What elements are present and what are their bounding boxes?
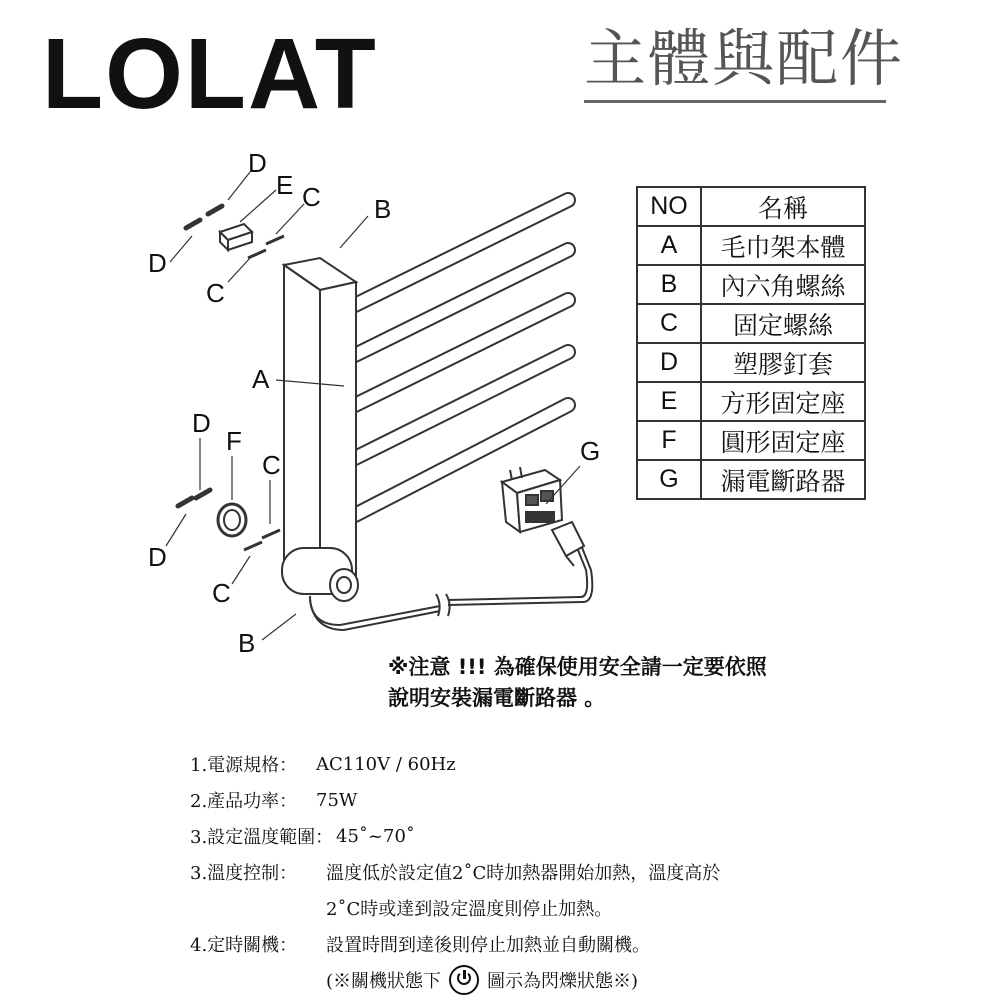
part-name: 內六角螺絲 [701, 265, 865, 304]
spec-value: 溫度低於設定值2˚C時加熱器開始加熱，溫度高於 [326, 863, 721, 884]
table-row [637, 226, 865, 265]
part-code: B [637, 265, 701, 304]
label-b: B [238, 628, 256, 658]
spec-value: 45˚~70˚ [336, 825, 415, 847]
table-header-row [637, 187, 865, 226]
part-name: 漏電斷路器 [701, 460, 865, 499]
spec-value: AC110V / 60Hz [316, 753, 456, 775]
brand-logo: LOLAT [42, 18, 378, 130]
label-c: C [206, 278, 225, 308]
spec-list [190, 746, 890, 998]
towel-arm [355, 300, 568, 405]
part-code: G [637, 460, 701, 499]
part-code: F [637, 421, 701, 460]
label-d: D [148, 248, 167, 278]
spec-label: 3.溫度控制： [190, 863, 298, 884]
part-name: 固定螺絲 [701, 304, 865, 343]
towel-arm [355, 352, 568, 458]
spec-label: 3.設定溫度範圍： [190, 827, 334, 848]
table-row [637, 304, 865, 343]
label-c: C [262, 450, 281, 480]
table-row [637, 382, 865, 421]
spec-note-after: 圖示為閃爍狀態※) [487, 971, 639, 992]
notice-line: ※注意 !!! 為確保使用安全請一定要依照 [388, 655, 767, 679]
spec-label: 1.電源規格： [190, 755, 298, 776]
label-d: D [248, 148, 267, 178]
spec-item [190, 926, 890, 962]
label-c: C [212, 578, 231, 608]
label-c: C [302, 182, 321, 212]
table-row [637, 265, 865, 304]
label-a: A [252, 364, 270, 394]
spec-value: 設置時間到達後則停止加熱並自動關機。 [326, 935, 650, 956]
bottom-hardware [178, 490, 280, 550]
spec-label: 4.定時關機： [190, 935, 298, 956]
parts-table [636, 186, 866, 500]
part-code: E [637, 382, 701, 421]
part-name: 圓形固定座 [701, 421, 865, 460]
table-row [637, 460, 865, 499]
spec-item [190, 854, 890, 890]
table-row [637, 421, 865, 460]
notice-line: 說明安裝漏電斷路器 。 [388, 686, 606, 710]
label-f: F [226, 426, 242, 456]
power-icon [449, 965, 479, 995]
rack-body [282, 258, 358, 601]
part-name: 方形固定座 [701, 382, 865, 421]
spec-value: 75W [316, 789, 358, 811]
safety-notice [388, 652, 868, 714]
header-name: 名稱 [701, 187, 865, 226]
part-name: 塑膠釘套 [701, 343, 865, 382]
top-hardware [186, 206, 284, 258]
spec-continuation: 2˚C時或達到設定溫度則停止加熱。 [326, 899, 613, 920]
label-b: B [374, 194, 392, 224]
part-code: C [637, 304, 701, 343]
spec-note-before: (※關機狀態下 [326, 971, 442, 992]
label-d: D [192, 408, 211, 438]
spec-label: 2.產品功率： [190, 791, 298, 812]
page-title: 主體與配件 [584, 22, 905, 95]
table-row [637, 343, 865, 382]
part-code: D [637, 343, 701, 382]
spec-item [190, 818, 890, 854]
part-code: A [637, 226, 701, 265]
label-d: D [148, 542, 167, 572]
leakage-breaker [502, 467, 584, 566]
part-name: 毛巾架本體 [701, 226, 865, 265]
towel-arms [355, 200, 568, 515]
spec-continuation [326, 962, 890, 998]
towel-arm [355, 250, 568, 355]
label-e: E [276, 170, 294, 200]
spec-item [190, 782, 890, 818]
header-code: NO [637, 187, 701, 226]
label-g: G [580, 436, 601, 466]
spec-item [190, 746, 890, 782]
